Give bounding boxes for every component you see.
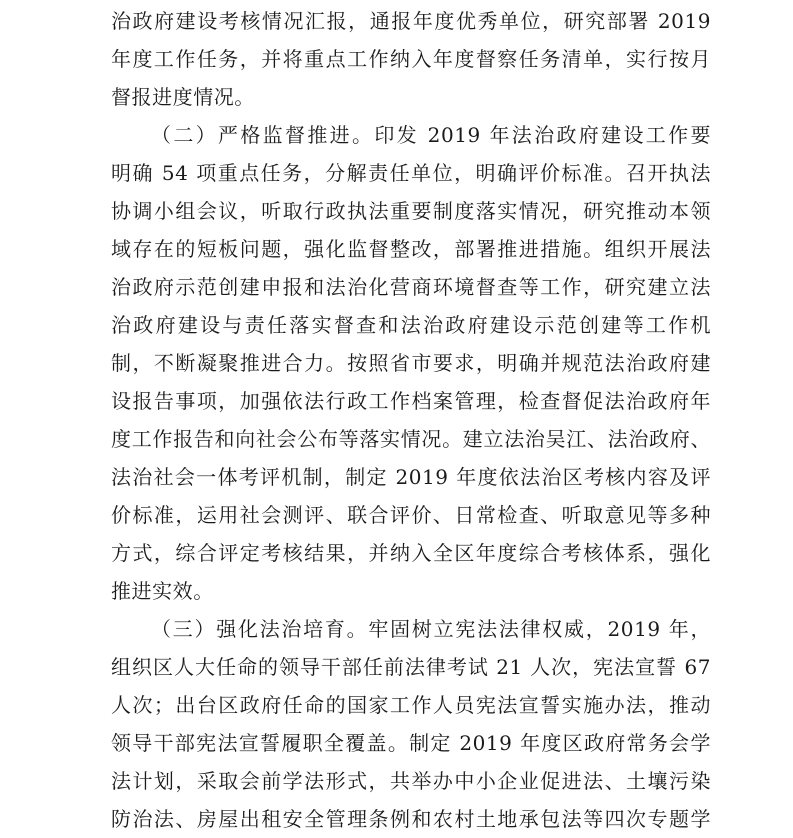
text-line: 协调小组会议，听取行政执法重要制度落实情况，研究推动本领 [111, 199, 711, 223]
text-line: 价标准，运用社会测评、联合评价、日常检查、听取意见等多种 [111, 503, 711, 527]
document-body [111, 2, 711, 838]
text-line: 治政府建设考核情况汇报，通报年度优秀单位，研究部署 2019 [111, 9, 711, 33]
text-line: 明确 54 项重点任务，分解责任单位，明确评价标准。召开执法 [111, 161, 711, 185]
text-line: 法计划，采取会前学法形式，共举办中小企业促进法、土壤污染 [111, 769, 711, 793]
text-line: 督报进度情况。 [111, 85, 255, 109]
text-line: 法治社会一体考评机制，制定 2019 年度依法治区考核内容及评 [111, 465, 711, 489]
text-line: 人次；出台区政府任命的国家工作人员宪法宣誓实施办法，推动 [111, 693, 711, 717]
text-line: 制，不断凝聚推进合力。按照省市要求，明确并规范法治政府建 [111, 351, 711, 375]
section-heading-line: （三）强化法治培育。牢固树立宪法法律权威，2019 年， [151, 617, 711, 641]
text-line: 方式，综合评定考核结果，并纳入全区年度综合考核体系，强化 [111, 541, 711, 565]
text-line: 组织区人大任命的领导干部任前法律考试 21 人次，宪法宣誓 67 [111, 655, 711, 679]
text-line: 领导干部宪法宣誓履职全覆盖。制定 2019 年度区政府常务会学 [111, 731, 711, 755]
text-line: 度工作报告和向社会公布等落实情况。建立法治吴江、法治政府、 [111, 427, 711, 451]
text-line: 治政府示范创建申报和法治化营商环境督查等工作，研究建立法 [111, 275, 711, 299]
text-line: 治政府建设与责任落实督查和法治政府建设示范创建等工作机 [111, 313, 711, 337]
text-line: 设报告事项，加强依法行政工作档案管理，检查督促法治政府年 [111, 389, 711, 413]
text-line: 防治法、房屋出租安全管理条例和农村土地承包法等四次专题学 [111, 807, 711, 831]
text-line: 域存在的短板问题，强化监督整改，部署推进措施。组织开展法 [111, 237, 711, 261]
text-line: 年度工作任务，并将重点工作纳入年度督察任务清单，实行按月 [111, 47, 711, 71]
section-heading-line: （二）严格监督推进。印发 2019 年法治政府建设工作要 [151, 123, 711, 147]
text-line: 推进实效。 [111, 579, 214, 603]
